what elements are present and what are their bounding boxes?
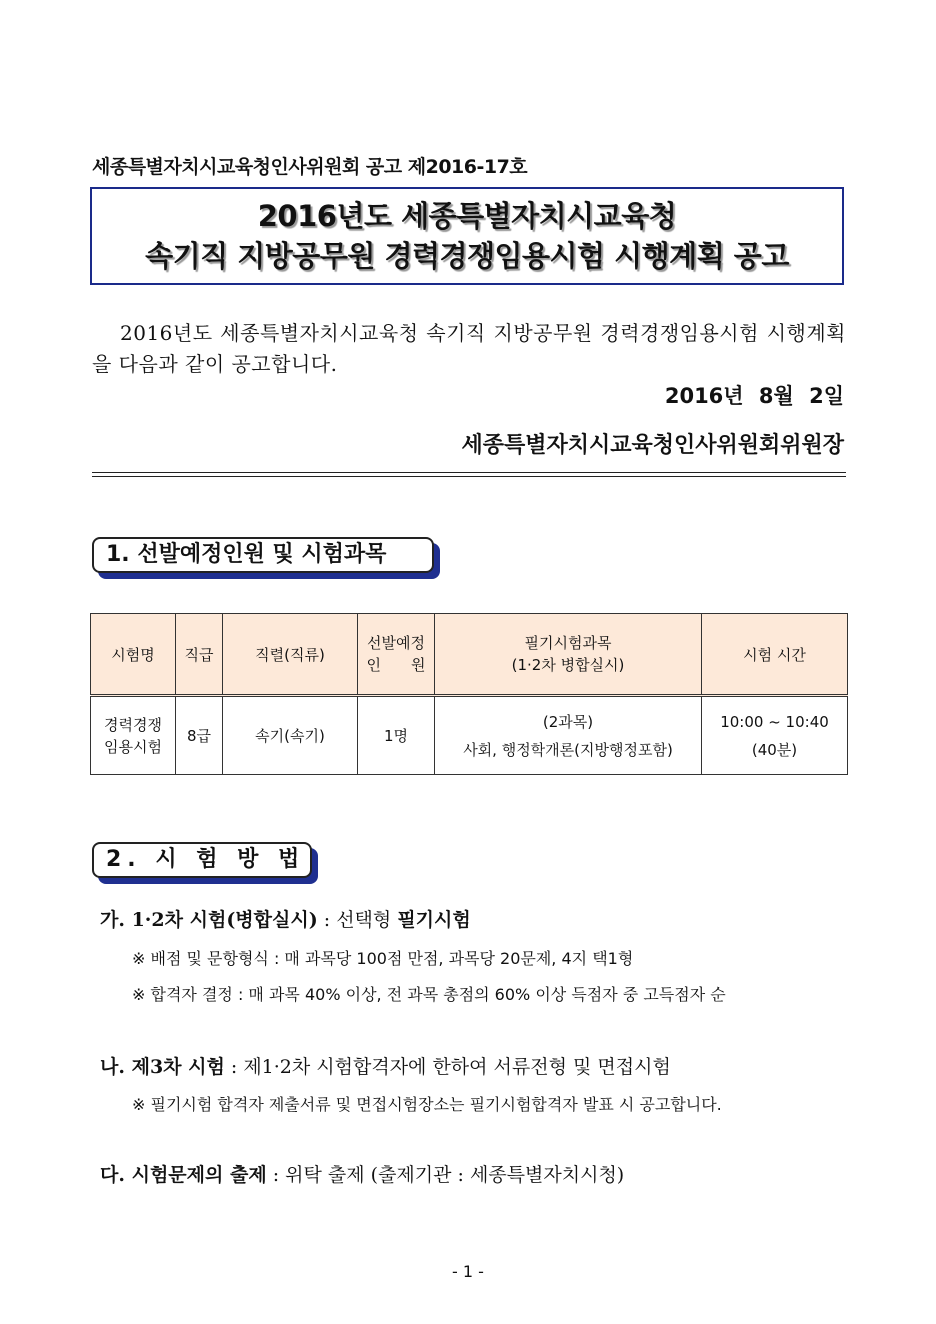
item-a-note2: ※ 합격자 결정 : 매 과목 40% 이상, 전 과목 총점의 60% 이상 득점자 중 고득점자 순: [132, 985, 726, 1004]
title-box: [90, 187, 844, 285]
cell-time: 10:00 ~ 10:40 (40분): [702, 696, 848, 775]
divider-line: [92, 476, 846, 477]
item-c-label: 다. 시험문제의 출제: [100, 1164, 267, 1186]
section2-heading: 2. 시 험 방 법: [92, 842, 312, 878]
header-job-type: 직렬(직류): [223, 614, 358, 696]
notice-date: 2016년 8월 2일: [664, 384, 844, 408]
item-b: 나. 제3차 시험 : 제1·2차 시험합격자에 한하여 서류전형 및 면접시험: [100, 1056, 671, 1078]
title-line-1: 2016년도 세종특별자치시교육청: [257, 199, 677, 233]
item-a-label: 가. 1·2차 시험(병합실시): [100, 909, 318, 931]
cell-quota: 1명: [358, 696, 435, 775]
title-line-2: 속기직 지방공무원 경력경쟁임용시험 시행계획 공고: [145, 239, 789, 273]
notice-number: 세종특별자치시교육청인사위원회 공고 제2016-17호: [92, 156, 528, 178]
signer: 세종특별자치시교육청인사위원회위원장: [461, 433, 844, 458]
cell-subjects: (2과목) 사회, 행정학개론(지방행정포함): [435, 696, 702, 775]
section1-heading: 1. 선발예정인원 및 시험과목: [92, 537, 434, 573]
header-subjects: 필기시험과목 (1·2차 병합실시): [435, 614, 702, 696]
page-number: - 1 -: [452, 1262, 484, 1281]
item-a: 가. 1·2차 시험(병합실시) : 선택형 필기시험: [100, 909, 471, 931]
cell-job-type: 속기(속기): [223, 696, 358, 775]
header-grade: 직급: [176, 614, 223, 696]
intro-paragraph: 2016년도 세종특별자치시교육청 속기직 지방공무원 경력경쟁임용시험 시행계획을 다음과 같이 공고합니다.: [92, 321, 846, 376]
table-row: [91, 696, 848, 775]
item-b-label: 나. 제3차 시험: [100, 1056, 225, 1078]
exam-table: [90, 613, 848, 775]
header-quota: 선발예정 인 원: [358, 614, 435, 696]
header-time: 시험 시간: [702, 614, 848, 696]
item-c: 다. 시험문제의 출제 : 위탁 출제 (출제기관 : 세종특별자치시청): [100, 1164, 625, 1186]
header-exam-name: 시험명: [91, 614, 176, 696]
table-header-row: [91, 614, 848, 696]
cell-grade: 8급: [176, 696, 223, 775]
item-a-emph: 필기시험: [397, 909, 471, 931]
item-a-note1: ※ 배점 및 문항형식 : 매 과목당 100점 만점, 과목당 20문제, 4지 택1형: [132, 949, 634, 968]
divider-line: [92, 472, 846, 473]
cell-exam-name: 경력경쟁 임용시험: [91, 696, 176, 775]
item-b-note1: ※ 필기시험 합격자 제출서류 및 면접시험장소는 필기시험합격자 발표 시 공고합니다.: [132, 1095, 722, 1114]
